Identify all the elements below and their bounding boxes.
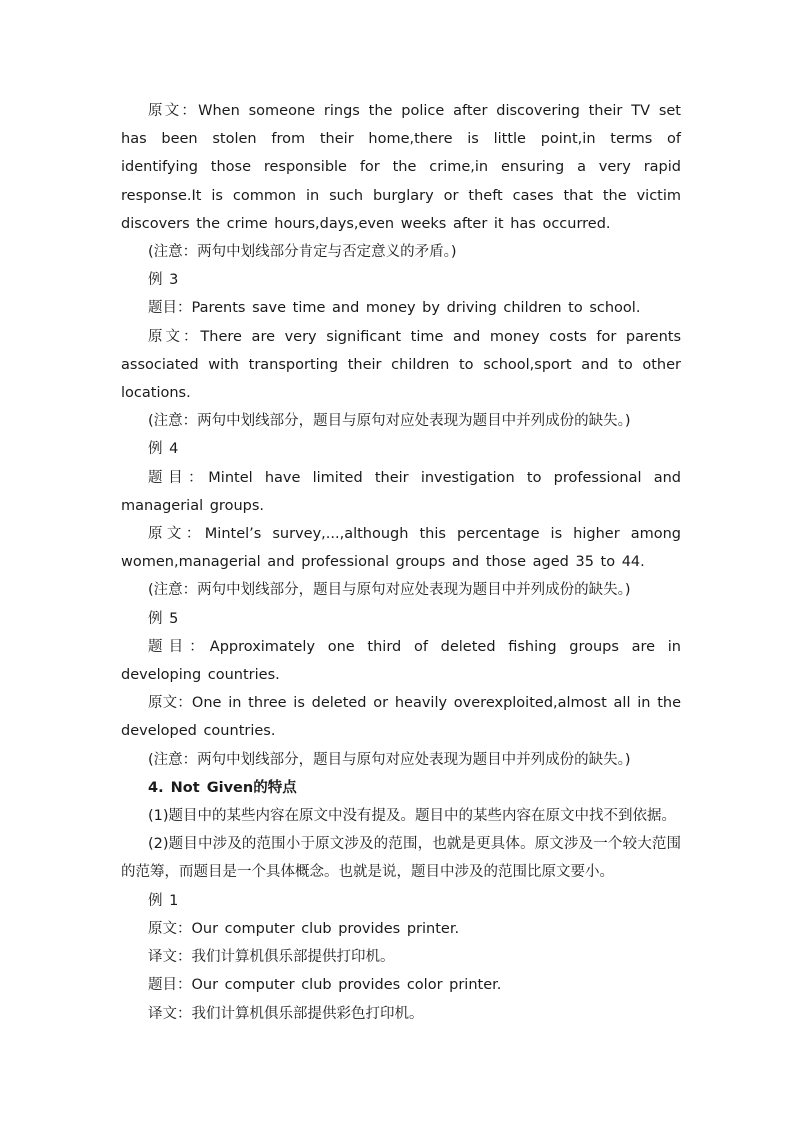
paragraph-example-4-note: (注意：两句中划线部分，题目与原句对应处表现为题目中并列成份的缺失。): [148, 582, 631, 599]
document-body: [121, 97, 681, 1028]
paragraph-example-1-source: 原文：Our computer club provides printer.: [148, 920, 460, 937]
paragraph-not-given-point-2: (2)题目中涉及的范围小于原文涉及的范围，也就是更具体。原文涉及一个较大范围的范筹，而题目是一个具体概念。也就是说，题目中涉及的范围比原文要小。: [121, 836, 681, 881]
section-heading-not-given: 4. Not Given的特点: [148, 779, 297, 796]
paragraph-example-1-source-translation: 译文：我们计算机俱乐部提供打印机。: [148, 949, 395, 966]
paragraph-example-4-question: 题目：Mintel have limited their investigation to professional and managerial groups.: [121, 469, 681, 514]
paragraph-example-3-label: 例 3: [148, 272, 179, 289]
paragraph-example-3-source: 原文：There are very significant time and money costs for parents associated with transporting their children to school,sport and to other locations.: [121, 328, 681, 402]
paragraph-example-4-label: 例 4: [148, 441, 179, 458]
paragraph-example-1-question: 题目：Our computer club provides color printer.: [148, 977, 502, 994]
paragraph-example-3-note: (注意：两句中划线部分，题目与原句对应处表现为题目中并列成份的缺失。): [148, 413, 631, 430]
paragraph-example-1-label: 例 1: [148, 892, 179, 909]
paragraph-note-contradiction: (注意：两句中划线部分肯定与否定意义的矛盾。): [148, 244, 457, 261]
paragraph-example-5-question: 题目：Approximately one third of deleted fishing groups are in developing countries.: [121, 638, 681, 684]
paragraph-example-5-source: 原文：One in three is deleted or heavily overexploited,almost all in the developed countries.: [121, 695, 681, 740]
paragraph-not-given-point-1: (1)题目中的某些内容在原文中没有提及。题目中的某些内容在原文中找不到依据。: [148, 808, 677, 825]
paragraph-example-5-label: 例 5: [148, 610, 179, 627]
paragraph-example-3-question: 题目：Parents save time and money by driving children to school.: [148, 300, 641, 317]
paragraph-example-1-question-translation: 译文：我们计算机俱乐部提供彩色打印机。: [148, 1005, 424, 1022]
paragraph-example-4-source: 原文：Mintel’s survey,...,although this percentage is higher among women,managerial and professional groups and those aged 35 to 44.: [121, 526, 681, 571]
paragraph-source-text-example-2: 原文：When someone rings the police after discovering their TV set has been stolen from their home,there is little point,in terms of identifying those responsible for the crime,in ensuring a very rapid response.It is common in such burglary or theft cases that the victim discovers the crime hours,days,even weeks after it has occurred.: [121, 103, 681, 232]
paragraph-example-5-note: (注意：两句中划线部分，题目与原句对应处表现为题目中并列成份的缺失。): [148, 751, 631, 768]
